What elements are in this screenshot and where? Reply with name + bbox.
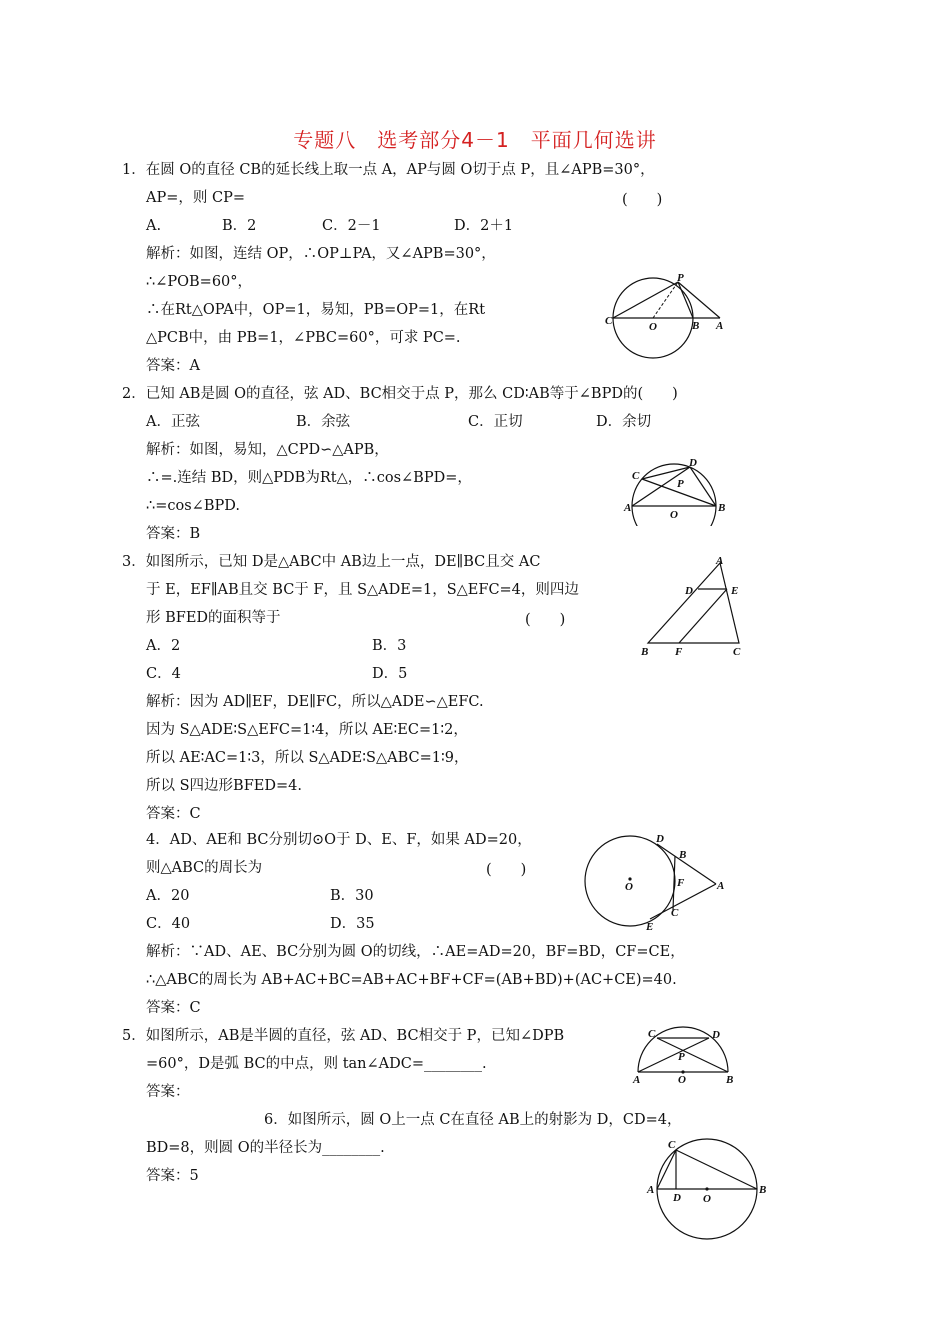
q3-fig-label-f: F [675, 646, 683, 658]
q3-option-d: D．5 [372, 666, 408, 682]
q3-fig-label-e: E [731, 585, 739, 597]
q1-option-d: D．2＋1 [454, 218, 514, 234]
q5-fig-label-o: O [678, 1074, 686, 1086]
q5-fig-label-d: D [712, 1029, 720, 1041]
q3-answer: 答案：C [146, 806, 201, 822]
q3-solution-1: 解析：因为 AD∥EF，DE∥FC，所以△ADE∽△EFC. [146, 694, 484, 710]
q1-option-b: B．2 [222, 218, 257, 234]
q2-option-a: A．正弦 [146, 414, 200, 430]
q1-stem-1: 1．在圆 O的直径 CB的延长线上取一点 A，AP与圆 O切于点 P，且∠APB=30°， [122, 162, 655, 178]
q4-fig-label-e: E [646, 921, 654, 933]
q6-fig-label-d: D [673, 1192, 681, 1204]
q2-solution-2: ∴=.连结 BD，则△PDB为Rt△，∴cos∠BPD=， [146, 470, 472, 486]
q5-figure [626, 1024, 742, 1086]
q1-solution-2: ∴∠POB=60°， [146, 274, 253, 290]
q4-solution-1: 解析：∵AD、AE、BC分别为圆 O的切线，∴AE=AD=20，BF=BD，CF=CE， [146, 944, 685, 960]
q2-fig-label-c: C [632, 470, 640, 482]
q2-fig-label-o: O [670, 509, 678, 521]
q4-option-d: D．35 [330, 916, 375, 932]
q4-fig-label-a: A [717, 880, 725, 892]
q3-stem-2: 于 E，EF∥AB且交 BC于 F，且 S△ADE=1，S△EFC=4，则四边 [146, 582, 579, 598]
q4-solution-2: ∴△ABC的周长为 AB+AC+BC=AB+AC+BF+CF=(AB+BD)+(AC+CE)=40. [146, 972, 677, 988]
q4-option-a: A．20 [146, 888, 190, 904]
q1-fig-label-b: B [692, 320, 700, 332]
q6-stem-2: BD=8，则圆 O的半径长为________. [146, 1140, 385, 1156]
q6-fig-label-b: B [759, 1184, 767, 1196]
q3-answer-paren: ( ) [525, 612, 566, 628]
q1-figure [600, 270, 740, 366]
q3-fig-label-b: B [641, 646, 649, 658]
q5-fig-label-b: B [726, 1074, 734, 1086]
q3-solution-3: 所以 AE∶AC=1∶3，所以 S△ADE∶S△ABC=1∶9， [146, 750, 469, 766]
q3-stem-1: 3．如图所示，已知 D是△ABC中 AB边上一点，DE∥BC且交 AC [122, 554, 541, 570]
q2-fig-label-d: D [689, 457, 697, 469]
q1-option-a: A. [146, 218, 162, 234]
q1-fig-label-p: P [677, 272, 684, 284]
q1-solution-4: △PCB中，由 PB=1，∠PBC=60°，可求 PC=. [146, 330, 461, 346]
q2-solution-1: 解析：如图，易知，△CPD∽△APB， [146, 442, 389, 458]
q2-option-d: D．余切 [596, 414, 652, 430]
q4-fig-label-f: F [677, 877, 685, 889]
q5-fig-label-p: P [678, 1051, 685, 1063]
q4-stem-1: 4．AD、AE和 BC分别切⊙O于 D、E、F，如果 AD=20， [146, 832, 532, 848]
q6-stem-1: 6．如图所示，圆 O上一点 C在直径 AB上的射影为 D，CD=4， [264, 1112, 682, 1128]
q2-solution-3: ∴=cos∠BPD. [146, 498, 240, 514]
q4-fig-label-d: D [656, 833, 664, 845]
q1-answer-paren: ( ) [622, 192, 663, 208]
q4-fig-label-o: O [625, 881, 633, 893]
q1-answer: 答案：A [146, 358, 200, 374]
q2-option-c: C．正切 [468, 414, 523, 430]
q1-fig-label-a: A [716, 320, 724, 332]
q3-fig-label-c: C [733, 646, 741, 658]
q3-solution-2: 因为 S△ADE∶S△EFC=1∶4，所以 AE∶EC=1∶2， [146, 722, 468, 738]
page-title: 专题八 选考部分4－1 平面几何选讲 [293, 128, 657, 152]
q1-fig-label-o: O [649, 321, 657, 333]
q3-option-b: B．3 [372, 638, 407, 654]
q6-fig-label-o: O [703, 1193, 711, 1205]
q4-stem-2: 则△ABC的周长为 [146, 860, 263, 876]
q3-figure [636, 556, 748, 660]
q2-stem: 2．已知 AB是圆 O的直径，弦 AD、BC相交于点 P，那么 CD∶AB等于∠BPD的( ) [122, 386, 678, 402]
q2-figure [622, 456, 732, 526]
q6-fig-label-a: A [647, 1184, 655, 1196]
q1-fig-label-c: C [605, 315, 613, 327]
q2-fig-label-a: A [624, 502, 632, 514]
q3-fig-label-d: D [685, 585, 693, 597]
q3-option-a: A．2 [146, 638, 181, 654]
q2-fig-label-p: P [677, 478, 684, 490]
q5-fig-label-c: C [648, 1028, 656, 1040]
q4-fig-label-c: C [671, 907, 679, 919]
q1-solution-1: 解析：如图，连结 OP，∴OP⊥PA，又∠APB=30°， [146, 246, 496, 262]
q5-stem-2: =60°，D是弧 BC的中点，则 tan∠ADC=________. [146, 1056, 487, 1072]
q5-answer: 答案： [146, 1084, 190, 1100]
q3-solution-4: 所以 S四边形BFED=4. [146, 778, 302, 794]
q3-stem-3: 形 BFED的面积等于 [146, 610, 281, 626]
q2-option-b: B．余弦 [296, 414, 351, 430]
q4-option-c: C．40 [146, 916, 191, 932]
q1-option-c: C．2－1 [322, 218, 381, 234]
q1-stem-2: AP=，则 CP= [146, 190, 245, 206]
q6-answer: 答案：5 [146, 1168, 199, 1184]
q4-fig-label-b: B [679, 849, 687, 861]
q4-answer: 答案：C [146, 1000, 201, 1016]
q4-answer-paren: ( ) [486, 862, 527, 878]
q4-option-b: B．30 [330, 888, 374, 904]
q4-figure [580, 826, 732, 938]
q5-stem-1: 5．如图所示，AB是半圆的直径，弦 AD、BC相交于 P，已知∠DPB [122, 1028, 565, 1044]
q3-fig-label-a: A [716, 556, 724, 567]
q5-fig-label-a: A [633, 1074, 641, 1086]
q6-fig-label-c: C [668, 1139, 676, 1151]
q2-answer: 答案：B [146, 526, 201, 542]
q1-solution-3: ∴在Rt△OPA中，OP=1，易知，PB=OP=1，在Rt [146, 302, 486, 318]
q2-fig-label-b: B [718, 502, 726, 514]
q3-option-c: C．4 [146, 666, 181, 682]
q6-figure [642, 1134, 772, 1244]
